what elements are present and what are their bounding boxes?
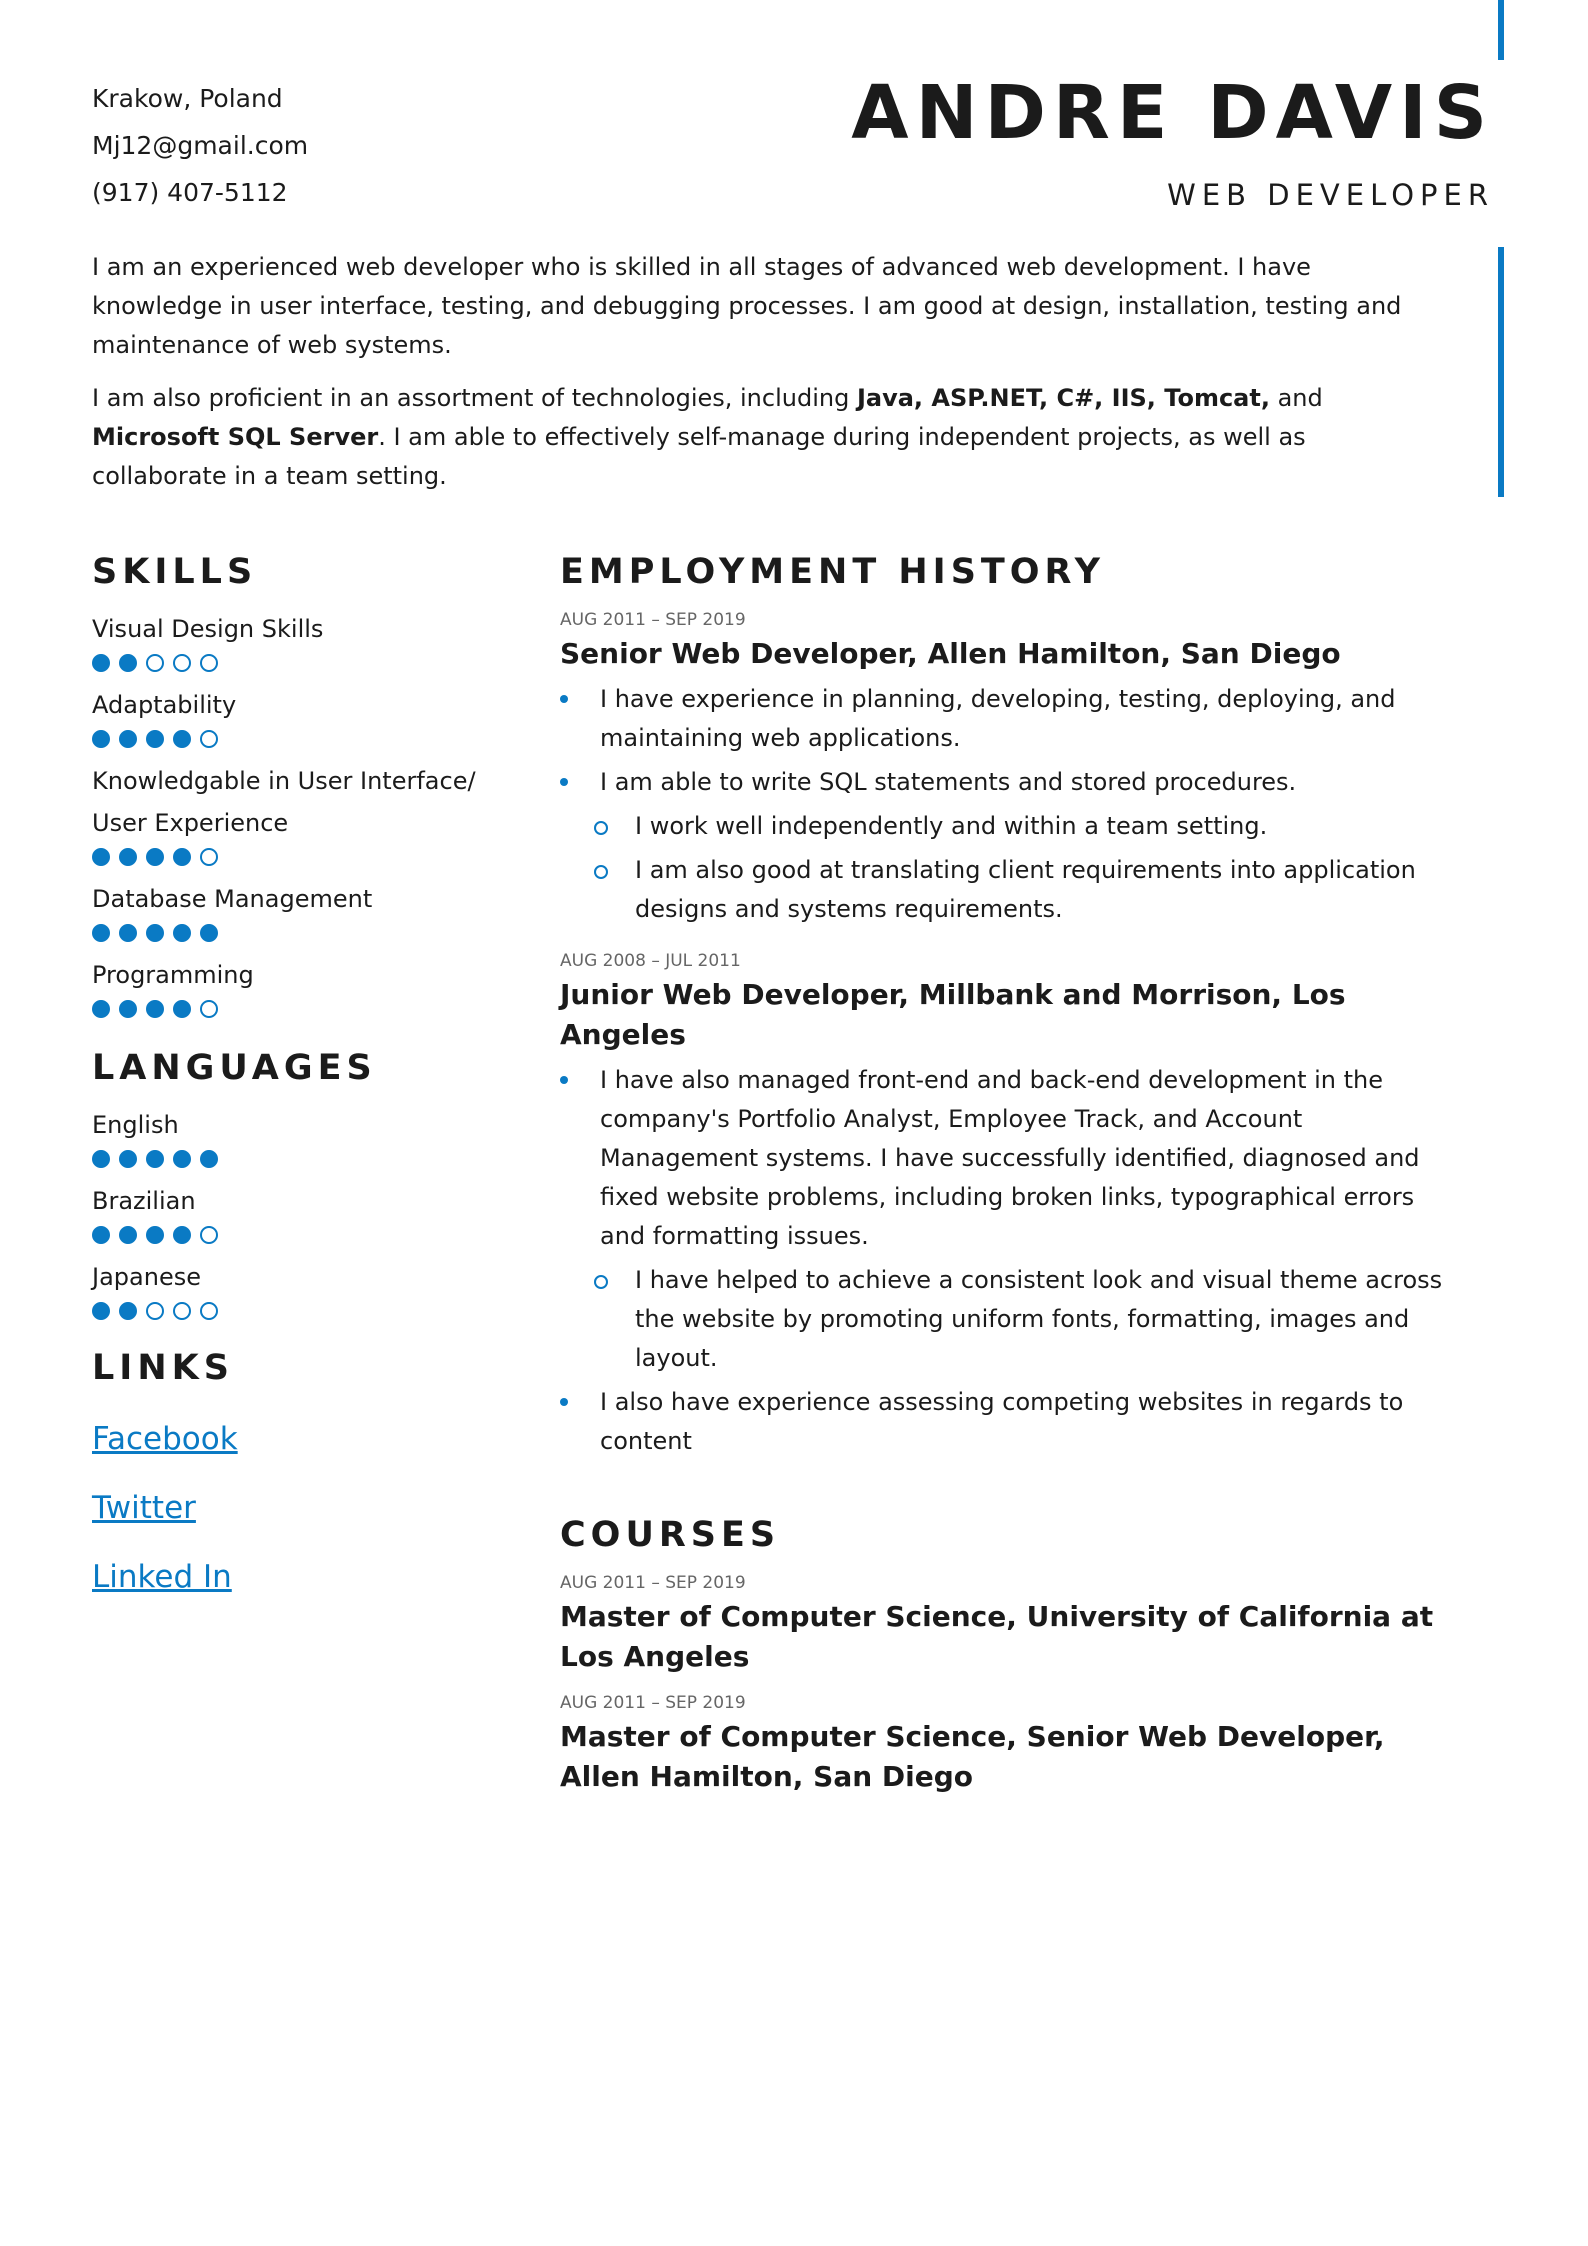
rating-dot-empty [200, 1226, 218, 1244]
job-entry [560, 608, 1460, 929]
jobs-list [560, 608, 1460, 1461]
rating-dot-filled [92, 1150, 110, 1168]
job-date: AUG 2008 – JUL 2011 [560, 951, 741, 971]
rating-dot-filled [92, 924, 110, 942]
rating-dot-filled [119, 1302, 137, 1320]
skill-item [92, 684, 522, 748]
rating-dot-filled [200, 1150, 218, 1168]
languages-title: LANGUAGES [92, 1048, 377, 1088]
courses-title: COURSES [560, 1515, 781, 1555]
rating-dots [92, 848, 522, 866]
bullet-item: I have also managed front-end and back-end development in the company's Portfolio Analyst, Employee Track, and Account Management systems. I have successfully identified, diagnosed and fixed website problems, including broken links, typographical errors and formatting issues. [560, 1061, 1460, 1256]
course-date: AUG 2011 – SEP 2019 [560, 1693, 746, 1713]
links-list [92, 1417, 522, 1599]
course-title: Master of Computer Science, Senior Web Developer, Allen Hamilton, San Diego [560, 1720, 1385, 1793]
skill-name: Programming [92, 961, 254, 989]
language-name: Brazilian [92, 1187, 196, 1215]
left-column [92, 548, 522, 1599]
accent-bar-side [1498, 247, 1504, 497]
skill-name: Database Management [92, 885, 373, 913]
accent-bar-top [1498, 0, 1504, 60]
course-title: Master of Computer Science, University of California at Los Angeles [560, 1600, 1434, 1673]
contact-location: Krakow, Poland [92, 84, 283, 113]
rating-dot-filled [119, 1000, 137, 1018]
job-bullets [560, 1061, 1460, 1461]
rating-dot-filled [92, 1000, 110, 1018]
candidate-role: WEB DEVELOPER [1167, 178, 1494, 212]
profile-summary [92, 248, 1442, 510]
rating-dots [92, 1302, 522, 1320]
rating-dots [92, 924, 522, 942]
link-linked-in[interactable]: Linked In [92, 1559, 232, 1595]
skill-name: Visual Design Skills [92, 615, 324, 643]
link-twitter[interactable]: Twitter [92, 1490, 196, 1526]
rating-dot-filled [146, 1000, 164, 1018]
skill-item [92, 954, 522, 1018]
rating-dot-filled [173, 1226, 191, 1244]
rating-dots [92, 654, 522, 672]
rating-dot-empty [200, 730, 218, 748]
sub-bullet-item: I work well independently and within a team setting. [560, 807, 1460, 846]
link-facebook[interactable]: Facebook [92, 1421, 238, 1457]
rating-dot-empty [200, 848, 218, 866]
language-item [92, 1104, 522, 1168]
skill-item [92, 760, 522, 866]
rating-dot-filled [146, 1226, 164, 1244]
candidate-name: ANDRE DAVIS [851, 70, 1494, 156]
rating-dots [92, 1150, 522, 1168]
rating-dot-empty [200, 654, 218, 672]
languages-list [92, 1104, 522, 1320]
job-bullets [560, 680, 1460, 929]
rating-dot-filled [92, 730, 110, 748]
contact-phone: (917) 407-5112 [92, 178, 288, 207]
rating-dot-filled [146, 924, 164, 942]
rating-dot-filled [92, 1226, 110, 1244]
links-title: LINKS [92, 1348, 234, 1388]
right-column [560, 548, 1460, 1797]
employment-title: EMPLOYMENT HISTORY [560, 552, 1105, 592]
rating-dot-filled [119, 848, 137, 866]
rating-dot-filled [146, 848, 164, 866]
sub-bullet-item: I am also good at translating client requirements into application designs and systems requirements. [560, 851, 1460, 929]
language-name: English [92, 1111, 179, 1139]
summary-tech-list: Java, ASP.NET, C#, IIS, Tomcat, [856, 384, 1270, 412]
rating-dots [92, 1000, 522, 1018]
rating-dots [92, 1226, 522, 1244]
rating-dot-filled [92, 654, 110, 672]
skills-title: SKILLS [92, 552, 258, 592]
summary-tech-sql: Microsoft SQL Server [92, 423, 379, 451]
skill-item [92, 608, 522, 672]
rating-dot-filled [119, 924, 137, 942]
rating-dot-filled [119, 730, 137, 748]
language-name: Japanese [92, 1263, 201, 1291]
summary-text: and [1269, 384, 1323, 412]
contact-info [92, 82, 308, 223]
bullet-item: I also have experience assessing competing websites in regards to content [560, 1383, 1460, 1461]
language-item [92, 1180, 522, 1244]
summary-paragraph-1: I am an experienced web developer who is skilled in all stages of advanced web development. I have knowledge in user interface, testing, and debugging processes. I am good at design, installation, testing and maintenance of web systems. [92, 253, 1402, 359]
rating-dot-filled [173, 1000, 191, 1018]
job-entry [560, 949, 1460, 1461]
skill-name: Knowledgable in User Interface/ User Experience [92, 767, 476, 837]
rating-dot-filled [92, 848, 110, 866]
skill-item [92, 878, 522, 942]
rating-dot-filled [92, 1302, 110, 1320]
rating-dots [92, 730, 522, 748]
language-item [92, 1256, 522, 1320]
contact-email: Mj12@gmail.com [92, 131, 309, 160]
rating-dot-empty [200, 1302, 218, 1320]
rating-dot-filled [119, 1226, 137, 1244]
sub-bullet-item: I have helped to achieve a consistent look and visual theme across the website by promoting uniform fonts, formatting, images and layout. [560, 1261, 1460, 1378]
rating-dot-filled [119, 654, 137, 672]
rating-dot-empty [146, 1302, 164, 1320]
rating-dot-filled [173, 730, 191, 748]
course-entry [560, 1691, 1460, 1797]
summary-text: I am also proficient in an assortment of technologies, including [92, 384, 857, 412]
bullet-item: I have experience in planning, developing, testing, deploying, and maintaining web applications. [560, 680, 1460, 758]
summary-text: . I am able to effectively self-manage during independent projects, as well as collaborate in a team setting. [92, 423, 1306, 490]
rating-dot-filled [146, 730, 164, 748]
summary-paragraph-2 [92, 379, 1442, 496]
rating-dot-filled [173, 1150, 191, 1168]
skill-name: Adaptability [92, 691, 237, 719]
job-title: Senior Web Developer, Allen Hamilton, San Diego [560, 637, 1341, 670]
rating-dot-empty [200, 1000, 218, 1018]
rating-dot-filled [173, 848, 191, 866]
rating-dot-empty [146, 654, 164, 672]
rating-dot-empty [173, 654, 191, 672]
course-date: AUG 2011 – SEP 2019 [560, 1573, 746, 1593]
rating-dot-filled [119, 1150, 137, 1168]
courses-list [560, 1571, 1460, 1797]
rating-dot-filled [200, 924, 218, 942]
skills-list [92, 608, 522, 1018]
bullet-item: I am able to write SQL statements and stored procedures. [560, 763, 1460, 802]
job-title: Junior Web Developer, Millbank and Morrison, Los Angeles [560, 978, 1346, 1051]
rating-dot-empty [173, 1302, 191, 1320]
course-entry [560, 1571, 1460, 1677]
rating-dot-filled [173, 924, 191, 942]
rating-dot-filled [146, 1150, 164, 1168]
job-date: AUG 2011 – SEP 2019 [560, 610, 746, 630]
